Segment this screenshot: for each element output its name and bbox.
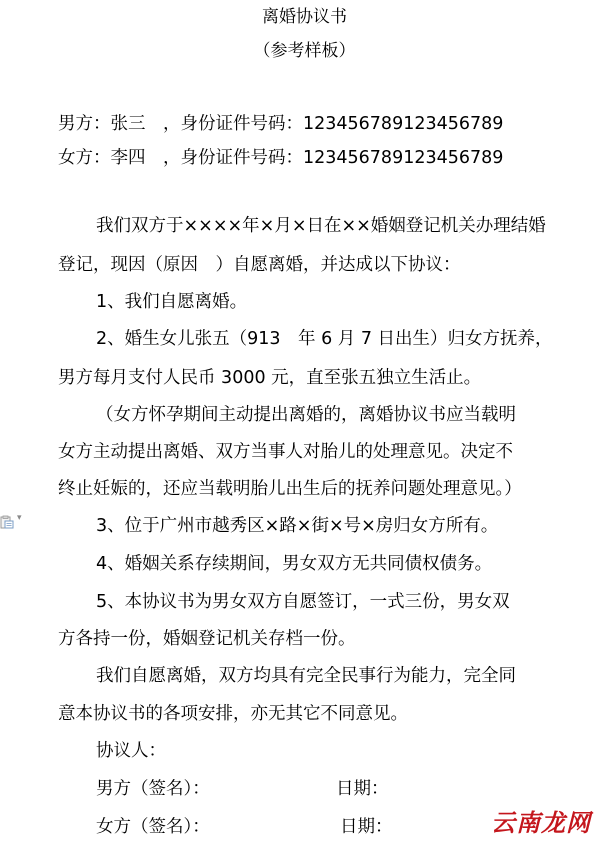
closing-line-1: 我们自愿离婚，双方均具有完全民事行为能力，完全同	[96, 666, 516, 686]
female-date-label: 日期：	[340, 817, 393, 837]
signers-label: 协议人：	[96, 741, 166, 761]
intro-paragraph-line-1: 我们双方于××××年×月×日在××婚姻登记机关办理结婚	[96, 216, 546, 236]
item-5-line-2: 方各持一份，婚姻登记机关存档一份。	[58, 629, 356, 649]
document-subtitle: （参考样板）	[253, 41, 356, 61]
document-title: 离婚协议书	[262, 7, 347, 27]
item-2-line-2: 男方每月支付人民币 3000 元，直至张五独立生活止。	[58, 368, 482, 388]
male-signature-label: 男方（签名）：	[96, 779, 210, 799]
item-3: 3、位于广州市越秀区×路×街×号×房归女方所有。	[96, 516, 499, 536]
note-line-3: 终止妊娠的，还应当载明胎儿出生后的抚养问题处理意见。）	[58, 479, 522, 499]
note-line-2: 女方主动提出离婚、双方当事人对胎儿的处理意见。决定不	[58, 442, 513, 462]
paste-options-icon[interactable]	[0, 514, 14, 528]
site-watermark: 云南龙网	[491, 808, 591, 837]
item-1: 1、我们自愿离婚。	[96, 292, 248, 312]
female-party-line: 女方：李四 ，身份证件号码：123456789123456789	[58, 148, 504, 168]
item-4: 4、婚姻关系存续期间，男女双方无共同债权债务。	[96, 554, 493, 574]
female-signature-label: 女方（签名）：	[96, 817, 210, 837]
male-party-line: 男方：张三 ，身份证件号码：123456789123456789	[58, 114, 504, 134]
note-line-1: （女方怀孕期间主动提出离婚的，离婚协议书应当载明	[96, 405, 516, 425]
closing-line-2: 意本协议书的各项安排，亦无其它不同意见。	[58, 704, 408, 724]
item-2-line-1: 2、婚生女儿张五（913 年 6 月 7 日出生）归女方抚养，	[96, 329, 553, 349]
item-5-line-1: 5、本协议书为男女双方自愿签订，一式三份，男女双	[96, 592, 510, 612]
male-date-label: 日期：	[336, 779, 389, 799]
intro-paragraph-line-2: 登记，现因（原因 ）自愿离婚，并达成以下协议：	[58, 255, 461, 275]
paste-options-dropdown-icon[interactable]: ▾	[17, 513, 22, 523]
